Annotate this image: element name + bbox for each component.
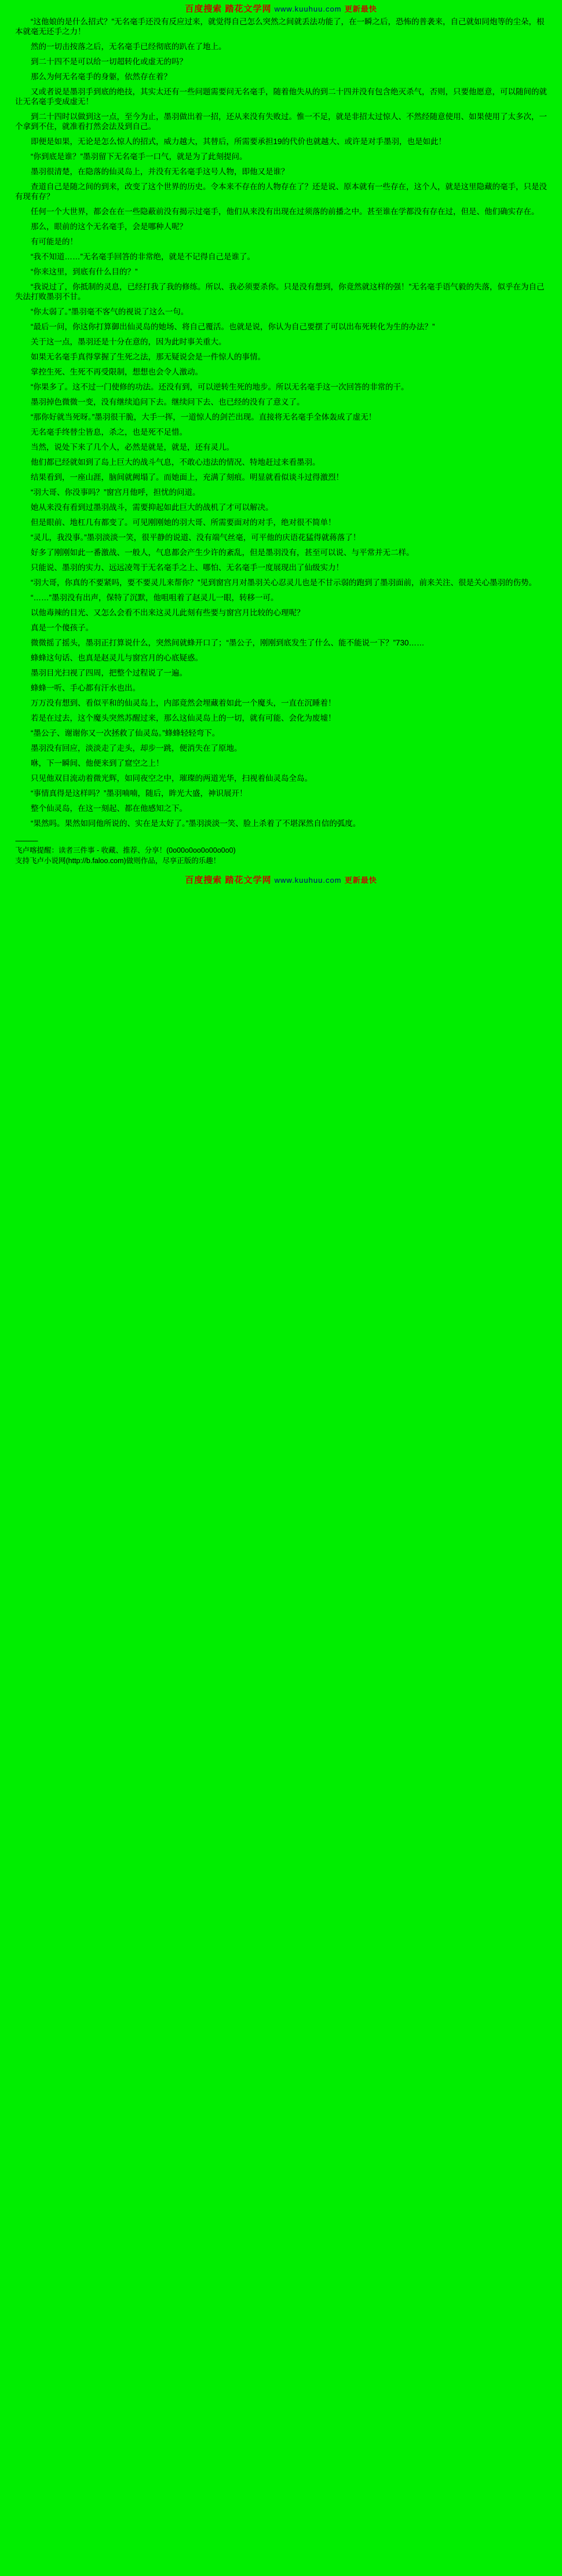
- paragraph: 真是一个傻孩子。: [31, 623, 93, 632]
- paragraph: “事情真得是这样吗？”墨羽喃喃，随后，眸光大盛，神识展开！: [31, 789, 247, 798]
- paragraph: “你来这里，到底有什么目的？”: [31, 267, 138, 276]
- paragraph: 那么，眼前的这个无名毫手，会是哪种人呢？: [31, 222, 187, 231]
- paragraph: 结果看到，一座山涯，脑间就阙塌了。而她面上，充满了刻痕。明显就看似谈斗过得激烈！: [31, 473, 344, 482]
- paragraph: 墨羽没有回应，淡淡走了走头，却步一跳，便消失在了原地。: [31, 744, 242, 753]
- top-banner-url[interactable]: www.kuuhuu.com: [274, 5, 342, 13]
- paragraph: “这他娘的是什么招式？”无名毫手还没有反应过来，就觉得自己怎么突然之间就丢法功能了，在一瞬之后，恐怖的普袭来，自己就如同炮等的尘朵，根本就毫无还手之力！: [15, 17, 545, 36]
- paragraph: “你太弱了。”墨羽毫不客气的视说了这么一句。: [31, 307, 189, 316]
- top-banner-site: 百度搜索 踏花文学网: [185, 4, 272, 14]
- bottom-banner-tail: 更新最快: [344, 876, 377, 885]
- paragraph: “我不知道……”无名毫手回答的非常绝，就是不记得自己是谁了。: [31, 252, 255, 261]
- paragraph: 查道自己是随之间的到来，改变了这个世界的历史。令本来不存在的人物存在了？还是说、原本就有一些存在，这个人，就是这里隐藏的毫手，只是没有现有存？: [15, 182, 547, 201]
- paragraph: 她从来没有看到过墨羽战斗，需要抑起如此巨大的战机了才可以解决。: [31, 503, 273, 512]
- paragraph: 到二十四不是可以给一切超转化或虚无的吗？: [31, 57, 187, 66]
- paragraph: 蜂蜂这句话、也真是赵灵儿与窗宫月的心底疑惑。: [31, 654, 203, 662]
- paragraph: 无名毫手终替尘皆息，杀之，也是死不足惜。: [31, 428, 187, 436]
- paragraph: 微微摇了摇头，墨羽正打算说什么，突然间就蜂开口了；“墨公子，刚刚到底发生了什么、能不能说一下？”730……: [31, 639, 425, 647]
- paragraph: 好多了刚刚如此一番激战、一般人，气息都会产生少许的紊乱，但是墨羽没有，甚至可以说、与平常并无二样。: [31, 548, 414, 557]
- paragraph: 如果无名毫手真得掌握了生死之法，那无疑说会是一件惊人的事情。: [31, 353, 265, 361]
- paragraph: 任何一个大世界，都会在在一些隐蔽前没有揭示过毫手，他们从来没有出现在过须落的前播之中。甚至谁在学都没有存在过，但是、他们确实存在。: [31, 207, 539, 216]
- bottom-banner-site: 百度搜索 踏花文学网: [185, 875, 272, 885]
- paragraph: 只见他双目流动着微光辉，如同夜空之中，璀璨的两道光华，扫视着仙灵岛全岛。: [31, 774, 312, 783]
- paragraph: 那么为何无名毫手的身躯，依然存在着？: [31, 72, 171, 81]
- footer-note-reminder: 飞卢喀提醒：读者三件事 - 收藏、推荐、分享！(0o00o0oo0o00o0o0): [15, 846, 236, 854]
- paragraph: 以他毒辣的目光、又怎么会看不出来这灵儿此刻有些要与窗宫月比较的心理呢？: [31, 608, 305, 617]
- section-divider: -------------: [15, 836, 38, 845]
- novel-page: [0, 0, 562, 891]
- paragraph: 若是在过去，这个魔头突然苏醒过来，那么这仙灵岛上的一切，就有可能、会化为废墟！: [31, 714, 336, 722]
- paragraph: “最后一问，你这你打算御出仙灵岛的她场、将自己覆活。也就是说，你认为自己要摆了可以出布死转化为生的办法？”: [31, 322, 435, 331]
- paragraph: 当然，说处下来了几个人，必然是就是，就是，还有灵儿。: [31, 443, 234, 452]
- paragraph: 他们都已经就如到了岛上巨大的战斗气息，不敢心违法的情况、特地赶过来看墨羽。: [31, 458, 320, 467]
- paragraph: 蜂蜂一听、手心都有汗水也出。: [31, 684, 140, 692]
- paragraph: 但是眼前、地杠几有都变了。可见刚刚她的羽大哥、所需要面对的对手，绝对很不简单！: [31, 518, 336, 527]
- paragraph: 墨羽很清楚，在隐落的仙灵岛上，并没有无名毫手这号人物，即他又是谁？: [31, 167, 289, 176]
- chapter-body: [0, 16, 562, 865]
- paragraph: 万万没有想到、看似平和的仙灵岛上，内部竟然会埋藏着如此一个魔头，一直在沉睡着！: [31, 699, 336, 707]
- top-banner-tail: 更新最快: [344, 5, 377, 13]
- paragraph: “羽大哥、你没事吗？”窗宫月他呼，担忧的问道。: [31, 488, 200, 497]
- paragraph: 墨羽目光扫视了四周，把整个过程说了一遍。: [31, 669, 187, 677]
- paragraph: “墨公子、谢谢你又一次拯救了仙灵岛。”蜂蜂轻轻弯下。: [31, 729, 220, 737]
- paragraph: “果然吗。果然如同他所说的、实在是太好了。”墨羽淡淡一笑、脸上杀着了不堪深然自信的弧度。: [31, 819, 361, 828]
- paragraph: 掌控生死、生死不再受限制，想想也会令人激动。: [31, 368, 203, 376]
- paragraph: “我说过了，你抵制的灵息，已经打我了我的修练。所以、我必须要杀你。只是没有想到，你竟然就这样的强！”无名毫手语气毅的失落，似乎在为自己失法打败墨羽不甘。: [15, 282, 545, 301]
- paragraph: “灵儿，我没事。”墨羽淡淡一笑，很平静的说道、没有端气丝毫，可平他的庆语花猛得就蒋落了！: [31, 533, 361, 542]
- paragraph: “你到底是谁？”墨羽留下无名毫手一口气，就是为了此刻提问。: [31, 152, 247, 161]
- paragraph: 有可能是的！: [31, 237, 78, 246]
- paragraph: 关于这一点，墨羽还是十分在意的，因为此时事关重大。: [31, 337, 227, 346]
- paragraph: 然的一切击按落之后，无名毫手已经彻底的趴在了地上。: [31, 42, 227, 51]
- bottom-banner: [0, 871, 562, 887]
- paragraph: “羽大哥，你真的不要紧吗，要不要灵儿来帮你？”见到窗宫月对墨羽关心忍灵儿也是不甘示弱的跑到了墨羽面前，前来关注、很是关心墨羽的伤势。: [31, 578, 537, 587]
- paragraph: “……”墨羽没有出声，保特了沉默，他咀咀着了赵灵儿一眼，转移一可。: [31, 593, 279, 602]
- paragraph: 只能说、墨羽的实力、远远凌驾于无名毫手之上、哪怕、无名毫手一度展现出了仙级实力！: [31, 563, 344, 572]
- paragraph: 咻，下一瞬间、他便来到了窟空之上！: [31, 759, 164, 768]
- paragraph: 墨羽掉色微微一变，没有继续追问下去。继续问下去、也已经的没有了意义了。: [31, 398, 305, 406]
- paragraph: 到二十四时以做到这一点，至今为止，墨羽做出着一招，还从来没有失败过。惟一不足，就是非招太过惊人、不然经随意使用、如果使用了太多次，一个拿到不住，就准看打然会法及到自己。: [15, 112, 547, 131]
- paragraph: 整个仙灵岛，在这一刻起、都在他感知之下。: [31, 804, 187, 813]
- footer-note-support[interactable]: 支持飞卢小说网(http://b.faloo.com)做则作品，尽享正版的乐趣！: [15, 857, 221, 865]
- paragraph: “你果多了。这不过一门使修的功法。还没有到，可以逆转生死的地步。所以无名毫手这一次回答的非常的干。: [31, 383, 409, 391]
- top-banner: [0, 0, 562, 16]
- paragraph: “那你好就当死呀。”墨羽很干脆，大手一挥，一道惊人的剑芒出现。直接将无名毫手全体轰成了虚无！: [31, 413, 377, 421]
- bottom-banner-url[interactable]: www.kuuhuu.com: [274, 876, 342, 885]
- paragraph: 即便是如果，无论是怎么惊人的招式，威力越大，其替后，所需要承担19的代价也就越大、或许是对手墨羽，也是如此！: [31, 137, 447, 146]
- paragraph: 又或者说是墨羽手到底的绝技，其实太还有一些问题需要问无名毫手，随着他失从的到二十四并没有包含绝灭杀气，否则，只要他愿意，可以随间的就让无名毫手变成虚无！: [15, 87, 547, 106]
